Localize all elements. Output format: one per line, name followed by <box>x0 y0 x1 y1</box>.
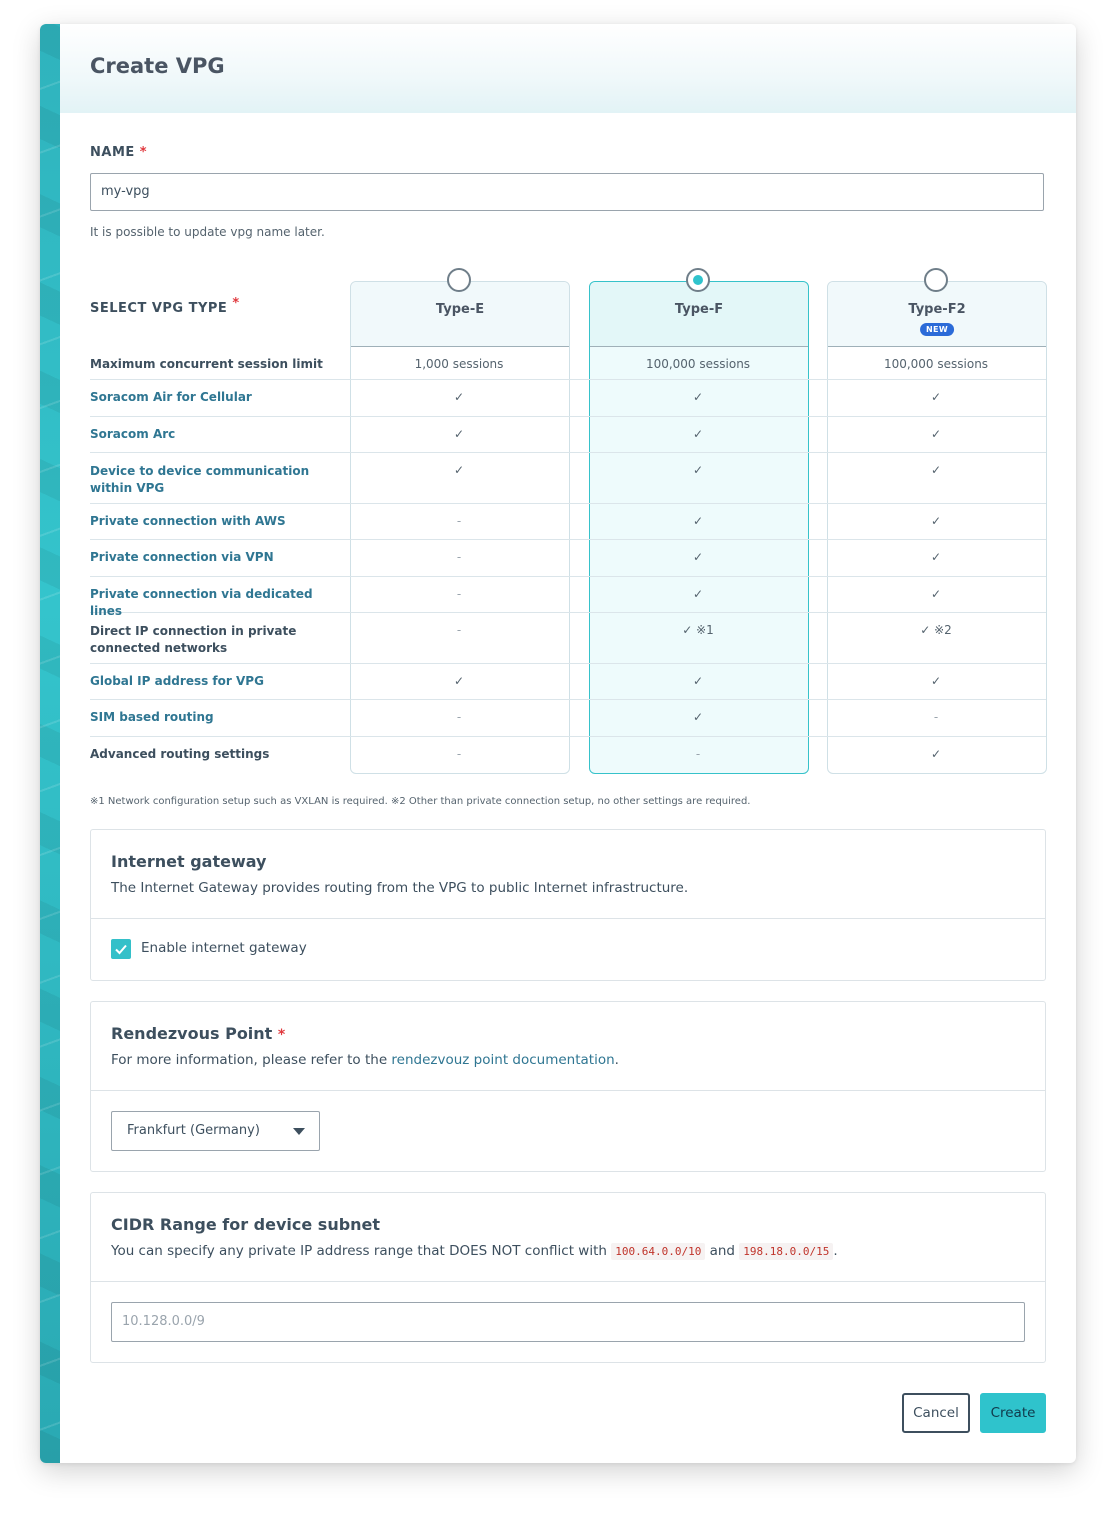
type-f2-name: Type-F2 <box>908 302 966 317</box>
required-mark: * <box>139 145 148 160</box>
name-input[interactable]: my-vpg <box>90 173 1044 211</box>
feature-name[interactable]: Private connection with AWS <box>90 514 286 528</box>
feature-value: - <box>456 550 462 564</box>
feature-name[interactable]: Private connection via VPN <box>90 550 274 564</box>
rendezvous-point-select[interactable] <box>111 1111 320 1151</box>
feature-value: - <box>456 514 462 528</box>
feature-value: ✓ <box>453 390 465 404</box>
feature-row <box>90 700 1046 737</box>
rendezvous-point-title <box>111 1024 285 1043</box>
feature-value: ✓ <box>930 390 942 404</box>
feature-row <box>90 737 1046 772</box>
dialog-title: Create VPG <box>90 54 225 78</box>
type-e-radio[interactable] <box>447 268 471 292</box>
required-mark: * <box>232 296 240 311</box>
cidr-range-title: CIDR Range for device subnet <box>111 1215 381 1234</box>
feature-value: - <box>456 587 462 601</box>
create-vpg-dialog <box>40 24 1076 1463</box>
desc-and: and <box>705 1243 740 1259</box>
name-label <box>90 145 147 160</box>
feature-value: ✓ <box>453 463 465 477</box>
feature-name[interactable]: SIM based routing <box>90 710 214 724</box>
feature-name: Advanced routing settings <box>90 747 270 761</box>
reserved-range-1: 100.64.0.0/10 <box>611 1243 705 1260</box>
feature-row <box>90 613 1046 664</box>
feature-value: ✓ <box>930 587 942 601</box>
feature-value: ✓ <box>453 674 465 688</box>
enable-internet-gateway-checkbox[interactable] <box>111 939 131 959</box>
feature-value: - <box>933 710 939 724</box>
feature-value: ✓ <box>930 463 942 477</box>
feature-value: ✓ <box>692 587 704 601</box>
feature-value: 1,000 sessions <box>414 357 504 371</box>
feature-value: ✓ <box>692 710 704 724</box>
feature-name[interactable]: Device to device communication within VPG <box>90 464 310 495</box>
type-f2-radio[interactable] <box>924 268 948 292</box>
divider <box>91 918 1045 919</box>
desc-suffix: . <box>614 1052 619 1068</box>
feature-row <box>90 540 1046 577</box>
feature-value: ✓ <box>930 427 942 441</box>
feature-value: 100,000 sessions <box>645 357 751 371</box>
feature-row <box>90 417 1046 453</box>
feature-row <box>90 347 1046 380</box>
feature-name[interactable]: Soracom Air for Cellular <box>90 390 252 404</box>
desc-suffix: . <box>833 1243 838 1259</box>
dialog-header <box>60 24 1076 113</box>
feature-value: ✓ <box>692 674 704 688</box>
caret-down-icon <box>293 1128 305 1135</box>
feature-value: ✓ <box>692 514 704 528</box>
type-e-name: Type-E <box>435 302 485 317</box>
feature-name: Direct IP connection in private connected networks <box>90 624 297 655</box>
feature-value: ✓ <box>692 550 704 564</box>
internet-gateway-panel <box>90 829 1046 981</box>
feature-row <box>90 664 1046 700</box>
feature-value: ✓ ※1 <box>682 623 714 637</box>
type-f-name: Type-F <box>674 302 724 317</box>
feature-name: Maximum concurrent session limit <box>90 357 323 371</box>
feature-name[interactable]: Global IP address for VPG <box>90 674 264 688</box>
new-badge: NEW <box>920 323 954 336</box>
vpg-type-label-text: SELECT VPG TYPE <box>90 301 228 316</box>
feature-row <box>90 453 1046 504</box>
rendezvous-doc-link[interactable]: rendezvouz point documentation <box>391 1052 615 1068</box>
feature-value: - <box>456 747 462 761</box>
feature-row <box>90 504 1046 540</box>
feature-value: ✓ ※2 <box>920 623 952 637</box>
required-mark: * <box>277 1027 286 1043</box>
cidr-range-panel <box>90 1192 1046 1363</box>
cancel-button[interactable]: Cancel <box>902 1393 970 1433</box>
name-help-text: It is possible to update vpg name later. <box>90 225 325 239</box>
feature-name[interactable]: Soracom Arc <box>90 427 176 441</box>
reserved-range-2: 198.18.0.0/15 <box>739 1243 833 1260</box>
feature-value: - <box>695 747 701 761</box>
feature-value: ✓ <box>930 550 942 564</box>
feature-value: - <box>456 710 462 724</box>
cidr-range-input[interactable]: 10.128.0.0/9 <box>111 1302 1025 1342</box>
feature-value: 100,000 sessions <box>883 357 989 371</box>
name-label-text: NAME <box>90 145 135 160</box>
feature-row <box>90 380 1046 417</box>
feature-value: ✓ <box>692 390 704 404</box>
feature-name[interactable]: Private connection via dedicated lines <box>90 587 313 618</box>
internet-gateway-title: Internet gateway <box>111 852 267 871</box>
enable-internet-gateway-label[interactable]: Enable internet gateway <box>141 940 307 956</box>
feature-value: ✓ <box>692 427 704 441</box>
feature-value: ✓ <box>930 514 942 528</box>
feature-value: - <box>456 623 462 637</box>
feature-row <box>90 577 1046 618</box>
decorative-side-stripe <box>40 24 60 1463</box>
table-footnote: ※1 Network configuration setup such as VXLAN is required. ※2 Other than private connection setup, no other settings are required. <box>90 796 751 807</box>
internet-gateway-description: The Internet Gateway provides routing from the VPG to public Internet infrastructure. <box>111 880 689 896</box>
vpg-type-label <box>90 296 240 316</box>
divider <box>91 1281 1045 1282</box>
divider <box>91 1090 1045 1091</box>
desc-prefix: You can specify any private IP address range that DOES NOT conflict with <box>111 1243 612 1259</box>
feature-value: ✓ <box>692 463 704 477</box>
feature-value: ✓ <box>930 747 942 761</box>
rendezvous-point-description <box>111 1052 619 1068</box>
feature-value: ✓ <box>453 427 465 441</box>
feature-value: ✓ <box>930 674 942 688</box>
rendezvous-point-title-text: Rendezvous Point <box>111 1024 273 1043</box>
type-f-radio[interactable] <box>686 268 710 292</box>
cidr-range-description <box>111 1243 838 1259</box>
create-button[interactable]: Create <box>980 1393 1046 1433</box>
rendezvous-point-panel <box>90 1001 1046 1172</box>
desc-prefix: For more information, please refer to the <box>111 1052 392 1068</box>
checkmark-icon <box>114 942 128 956</box>
rendezvous-point-selected-value: Frankfurt (Germany) <box>127 1123 260 1138</box>
